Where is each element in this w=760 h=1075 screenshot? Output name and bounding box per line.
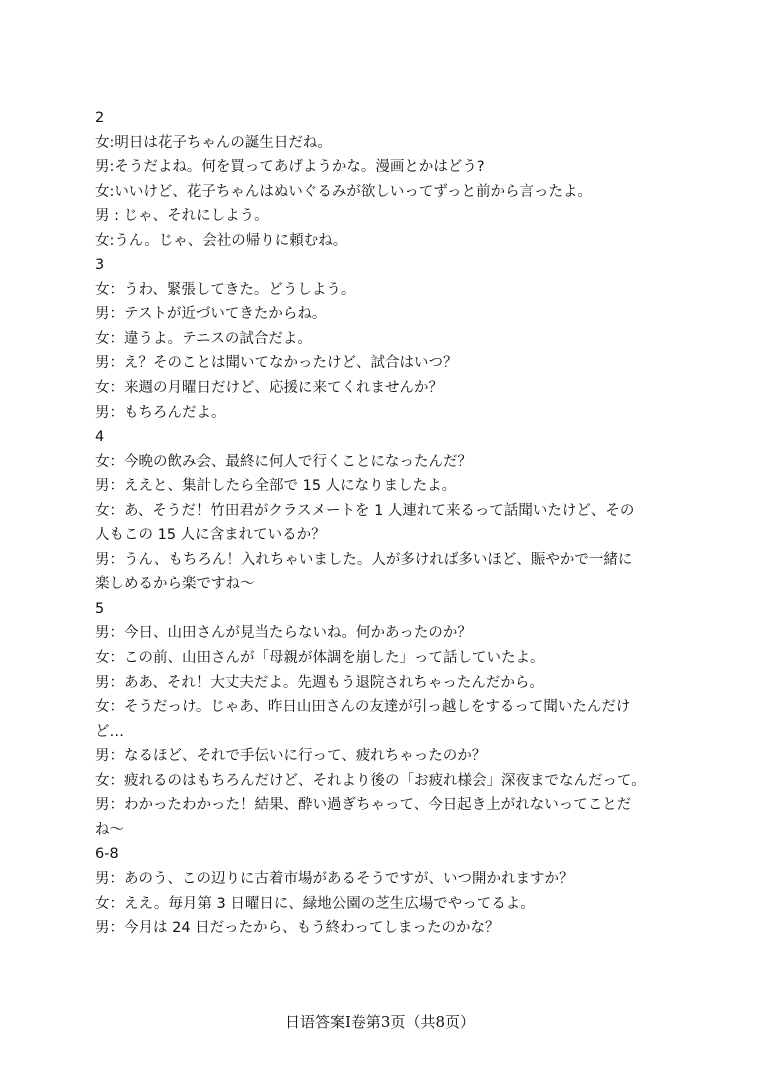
transcript-line: 女：この前、山田さんが「母親が体調を崩した」って話していたよ。 — [95, 650, 545, 667]
transcript-line: 楽しめるから楽ですね〜 — [95, 576, 255, 593]
transcript-line: 2 — [95, 110, 105, 126]
transcript-line: 5 — [95, 600, 105, 617]
transcript-line: 男：え？そのことは聞いてなかったけど、試合はいつ？ — [95, 355, 458, 372]
transcript-line: ど… — [95, 723, 124, 740]
transcript-line: 女:いいけど、花子ちゃんはぬいぐるみが欲しいってずっと前から言ったよ。 — [95, 183, 593, 200]
transcript-line: 女：疲れるのはもちろんだけど、それより後の「お疲れ様会」深夜までなんだって。 — [95, 772, 646, 789]
transcript-line: 女：そうだっけ。じゃあ、昨日山田さんの友達が引っ越しをするって聞いたんだけ — [95, 699, 631, 716]
transcript-line: 男：今日、山田さんが見当たらないね。何かあったのか？ — [95, 625, 472, 642]
transcript-line: 男：今月は 24 日だったから、もう終わってしまったのかな？ — [95, 920, 500, 937]
transcript-line: 人もこの 15 人に含まれているか？ — [95, 527, 326, 544]
transcript-line: 女:うん。じゃ、会社の帰りに頼むね。 — [95, 232, 348, 249]
transcript-line: 女：違うよ。テニスの試合だよ。 — [95, 330, 312, 347]
transcript-line: 男：ええと、集計したら全部で 15 人になりましたよ。 — [95, 478, 457, 495]
transcript-line: 男：あのう、この辺りに古着市場があるそうですが、いつ開かれますか？ — [95, 870, 574, 887]
transcript-line: 男：テストが近づいてきたからね。 — [95, 306, 327, 323]
transcript-line: 女：来週の月曜日だけど、応援に来てくれませんか？ — [95, 380, 443, 397]
transcript-line: 男 : じゃ、それにしよう。 — [95, 208, 269, 225]
transcript-line: 男：ああ、それ！大丈夫だよ。先週もう退院されちゃったんだから。 — [95, 674, 544, 691]
transcript-line: 3 — [95, 257, 105, 274]
transcript-line: 女：あ、そうだ！竹田君がクラスメートを 1 人連れて来るって話聞いたけど、その — [95, 502, 635, 519]
transcript-line: 4 — [95, 429, 105, 446]
transcript-line: 女:明日は花子ちゃんの誕生日だね。 — [95, 134, 332, 151]
transcript-line: 女：ええ。毎月第 3 日曜日に、緑地公園の芝生広場でやってるよ。 — [95, 895, 535, 912]
transcript-body — [95, 106, 675, 941]
page-footer: 日语答案Ⅰ卷第3页（共8页） — [284, 1013, 475, 1031]
transcript-line: ね〜 — [95, 821, 124, 838]
transcript-line: 男：わかったわかった！結果、酔い過ぎちゃって、今日起き上がれないってことだ — [95, 797, 632, 814]
transcript-line: 男：うん、もちろん！入れちゃいました。人が多ければ多いほど、賑やかで一緒に — [95, 551, 633, 568]
transcript-line: 男:そうだよね。何を買ってあげようかな。漫画とかはどう? — [95, 159, 485, 176]
transcript-line: 女：今晩の飲み会、最終に何人で行くことになったんだ？ — [95, 453, 472, 470]
transcript-line: 6-8 — [95, 846, 119, 863]
transcript-line: 女：うわ、緊張してきた。どうしよう。 — [95, 281, 356, 298]
transcript-line: 男：なるほど、それで手伝いに行って、疲れちゃったのか？ — [95, 748, 487, 765]
transcript-line: 男：もちろんだよ。 — [95, 404, 226, 421]
